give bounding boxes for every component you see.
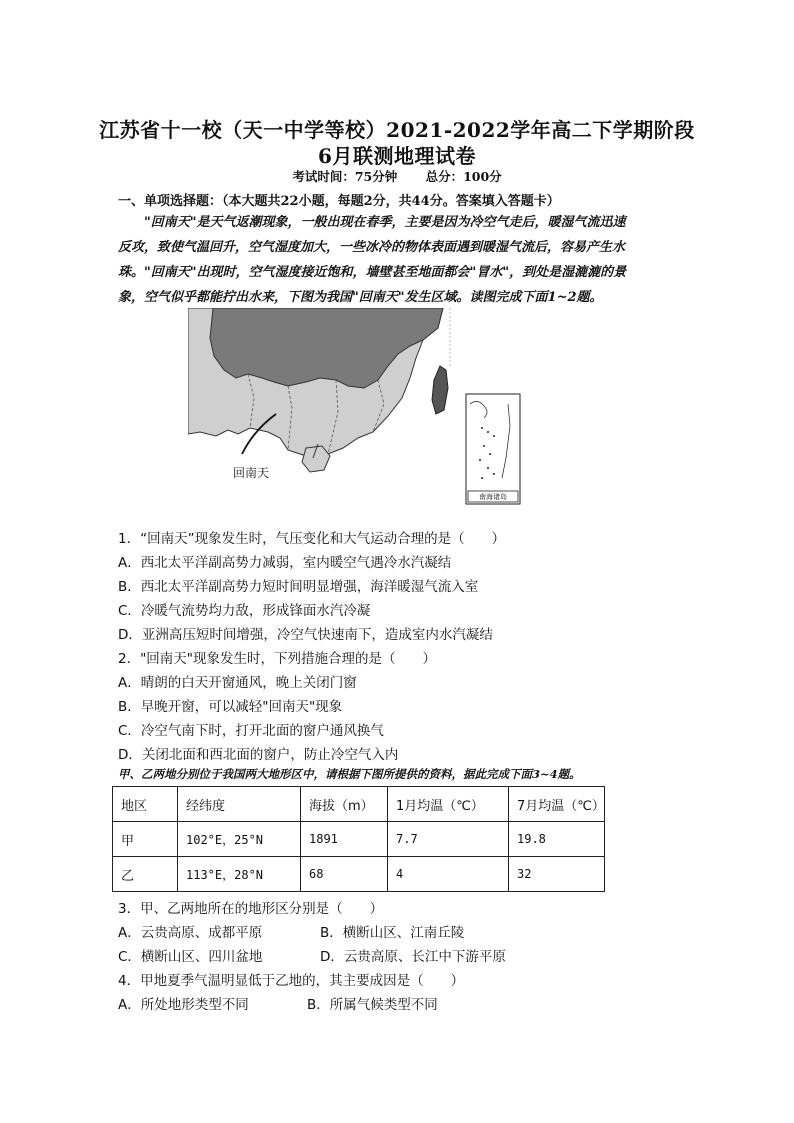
inset-label-south-china-sea: 南海诸岛	[479, 493, 507, 501]
question-2-option-b: B．早晚开窗，可以减轻"回南天"现象	[118, 699, 343, 715]
question-2-option-c: C．冷空气南下时，打开北面的窗户通风换气	[118, 723, 384, 739]
exam-meta	[0, 167, 794, 185]
total-score: 总分：100分	[425, 169, 502, 184]
table-cell: 乙	[113, 857, 178, 892]
table-cell: 102°E，25°N	[178, 822, 301, 857]
table-header-cell: 海拔（m）	[301, 787, 388, 822]
question-2-option-d: D．关闭北面和西北面的窗户，防止冷空气入内	[118, 747, 399, 763]
map-label-huinantian: 回南天	[233, 466, 270, 480]
table-cell: 甲	[113, 822, 178, 857]
intro-line: 反攻，致使气温回升，空气湿度加大，一些冰冷的物体表面遇到暖湿气流后，容易产生水	[118, 240, 626, 255]
question-1-option-d: D．亚洲高压短时间增强，冷空气快速南下，造成室内水汽凝结	[118, 627, 493, 643]
section-heading: 一、单项选择题：（本大题共22小题，每题2分，共44分。答案填入答题卡）	[118, 194, 560, 209]
question-3-stem: 3．甲、乙两地所在的地形区分别是（ ）	[118, 901, 384, 917]
question-1-stem: 1．“回南天”现象发生时，气压变化和大气运动合理的是（ ）	[118, 531, 506, 547]
question-4-stem: 4．甲地夏季气温明显低于乙地的，其主要成因是（ ）	[118, 973, 465, 989]
intro-line: 珠。"回南天"出现时，空气湿度接近饱和，墙壁甚至地面都会"冒水"，到处是湿漉漉的景	[118, 265, 627, 280]
question-3-option-d: D．云贵高原、长江中下游平原	[320, 949, 506, 965]
exam-title-line2: 6月联测地理试卷	[318, 144, 476, 168]
table-cell: 32	[509, 857, 605, 892]
table-cell: 68	[301, 857, 388, 892]
question-4-option-b: B．所属气候类型不同	[307, 997, 438, 1013]
question-1-option-a: A．西北太平洋副高势力减弱，室内暖空气遇冷水汽凝结	[118, 555, 452, 571]
intro-line: "回南天"是天气返潮现象，一般出现在春季，主要是因为冷空气走后，暖湿气流迅速	[144, 215, 626, 230]
table-cell: 113°E，28°N	[178, 857, 301, 892]
map-graphic	[188, 308, 528, 513]
table-cell: 7.7	[388, 822, 509, 857]
table-header-row	[113, 787, 605, 822]
table-cell: 1891	[301, 822, 388, 857]
question-2-option-a: A．晴朗的白天开窗通风，晚上关闭门窗	[118, 675, 357, 691]
table-cell: 4	[388, 857, 509, 892]
exam-title-line1: 江苏省十一校（天一中学等校）2021-2022学年高二下学期阶段	[99, 118, 695, 142]
exam-time: 考试时间：75分钟	[292, 169, 398, 184]
table-header-cell: 经纬度	[178, 787, 301, 822]
question-3-option-a: A．云贵高原、成都平原	[118, 925, 263, 941]
huinantian-map	[188, 308, 528, 517]
question-3-option-c: C．横断山区、四川盆地	[118, 949, 263, 965]
questions-3-4-intro: 甲、乙两地分别位于我国两大地形区中，请根据下图所提供的资料，据此完成下面3~4题。	[118, 767, 581, 781]
climate-data-table	[112, 786, 605, 892]
table-row	[113, 857, 605, 892]
table-cell: 19.8	[509, 822, 605, 857]
table-row	[113, 822, 605, 857]
table-header-cell: 地区	[113, 787, 178, 822]
question-1-option-b: B．西北太平洋副高势力短时间明显增强，海洋暖湿气流入室	[118, 579, 479, 595]
table-header-cell: 7月均温（℃）	[509, 787, 605, 822]
intro-paragraph	[118, 210, 698, 310]
question-3-option-b: B．横断山区、江南丘陵	[320, 925, 465, 941]
intro-line: 象，空气似乎都能拧出水来，下图为我国"回南天"发生区域。读图完成下面1~2题。	[118, 290, 603, 305]
question-1-option-c: C．冷暖气流势均力敌，形成锋面水汽冷凝	[118, 603, 371, 619]
question-2-stem: 2．"回南天"现象发生时，下列措施合理的是（ ）	[118, 651, 437, 667]
question-4-option-a: A．所处地形类型不同	[118, 997, 249, 1013]
table-header-cell: 1月均温（℃）	[388, 787, 509, 822]
